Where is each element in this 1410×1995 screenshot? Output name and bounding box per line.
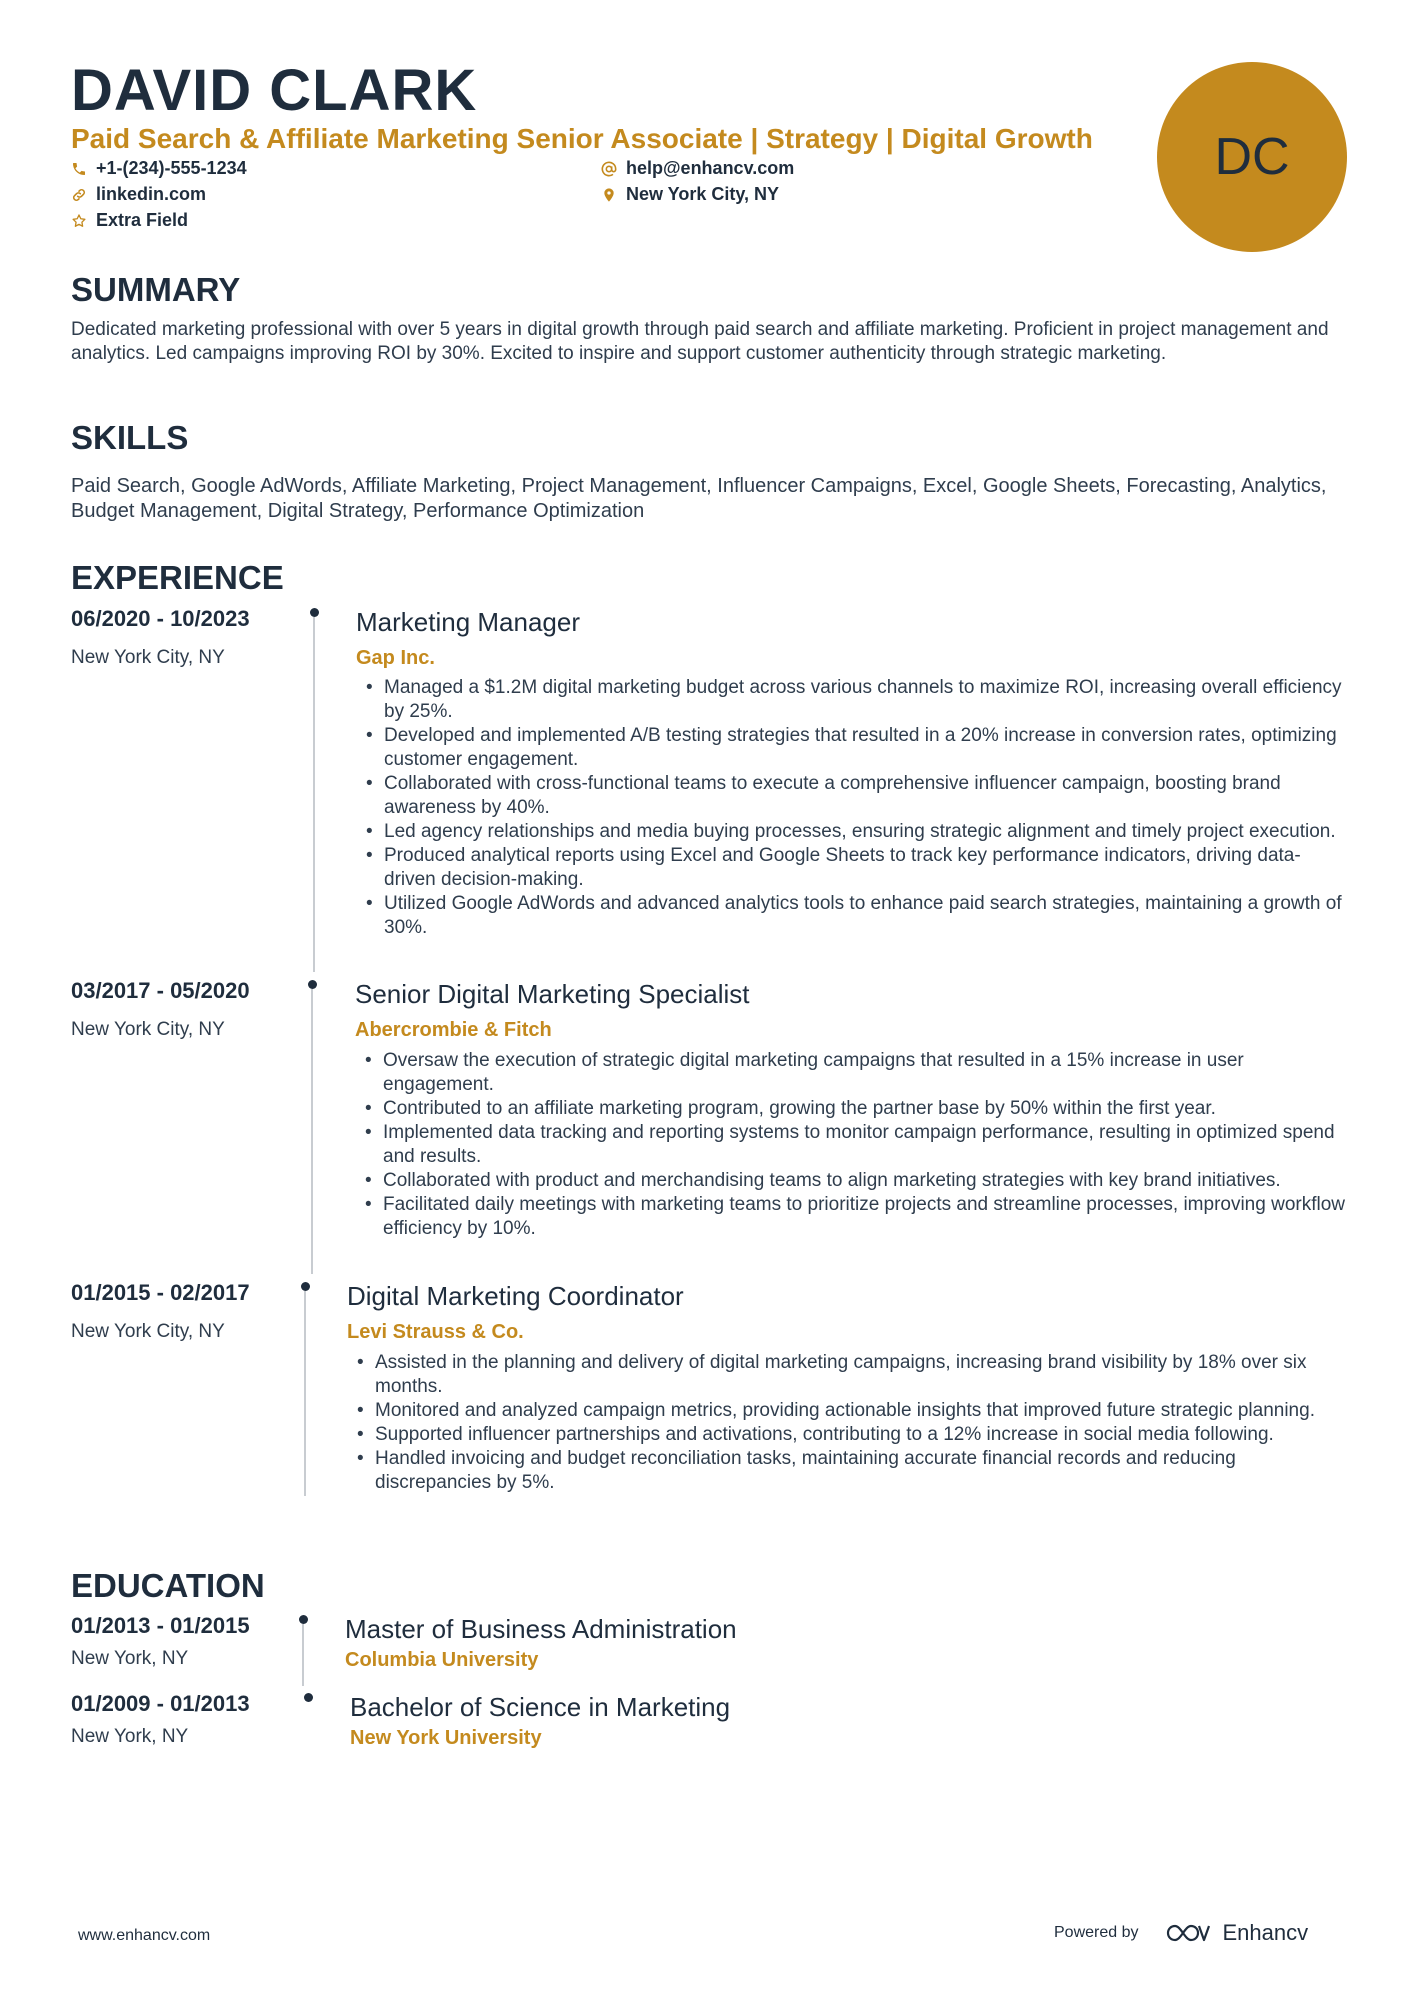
skills-text: Paid Search, Google AdWords, Affiliate Marketing, Project Management, Influencer Campaigns, Excel, Google Sheets, Forecasting, Analytics, Budget Management, Digital Strategy, Performance Optimization — [71, 475, 1327, 522]
phone-icon — [71, 161, 87, 177]
star-icon — [71, 213, 87, 229]
experience-company: Levi Strauss & Co. — [347, 1321, 524, 1343]
timeline-line — [304, 1291, 306, 1496]
candidate-name: DAVID CLARK — [71, 58, 478, 123]
experience-role: Senior Digital Marketing Specialist — [355, 979, 750, 1009]
experience-company: Gap Inc. — [356, 647, 435, 669]
experience-bullets — [353, 1351, 1338, 1495]
education-title: EDUCATION — [71, 1567, 265, 1604]
enhancv-brand[interactable] — [1165, 1920, 1309, 1946]
list-item: • Collaborated with cross-functional teams to execute a comprehensive influencer campaign, boosting brand awareness by 40%. — [362, 772, 1350, 820]
experience-location: New York City, NY — [71, 1019, 225, 1040]
experience-role: Digital Marketing Coordinator — [347, 1281, 684, 1311]
education-dates: 01/2013 - 01/2015 — [71, 1613, 250, 1638]
timeline-line — [313, 617, 315, 972]
experience-company: Abercrombie & Fitch — [355, 1019, 552, 1041]
list-item: • Handled invoicing and budget reconciliation tasks, maintaining accurate financial records and reducing discrepancies by 5%. — [353, 1447, 1338, 1495]
timeline-line — [302, 1624, 304, 1686]
experience-bullets — [361, 1049, 1349, 1241]
map-pin-icon — [601, 187, 617, 203]
timeline-dot — [310, 608, 319, 617]
experience-role: Marketing Manager — [356, 607, 580, 637]
list-item: • Managed a $1.2M digital marketing budget across various channels to maximize ROI, increasing overall efficiency by 25%. — [362, 676, 1350, 724]
experience-location: New York City, NY — [71, 1321, 225, 1342]
timeline-dot — [301, 1282, 310, 1291]
candidate-headline: Paid Search & Affiliate Marketing Senior Associate | Strategy | Digital Growth — [71, 123, 1093, 154]
list-item: • Supported influencer partnerships and activations, contributing to a 12% increase in social media following. — [353, 1423, 1338, 1447]
list-item: • Oversaw the execution of strategic digital marketing campaigns that resulted in a 15% increase in user engagement. — [361, 1049, 1349, 1097]
contact-phone-text: +1-(234)-555-1234 — [96, 158, 247, 178]
contact-phone[interactable] — [71, 158, 247, 179]
contact-email[interactable] — [601, 158, 794, 179]
contact-location-text: New York City, NY — [626, 184, 780, 204]
skills-title: SKILLS — [71, 419, 189, 456]
timeline-dot — [304, 1693, 313, 1702]
list-item: • Implemented data tracking and reporting systems to monitor campaign performance, resulting in optimized spend and results. — [361, 1121, 1349, 1169]
education-dates: 01/2009 - 01/2013 — [71, 1691, 250, 1716]
education-school: New York University — [350, 1727, 542, 1749]
experience-dates: 06/2020 - 10/2023 — [71, 606, 250, 631]
experience-location: New York City, NY — [71, 647, 225, 668]
summary-title: SUMMARY — [71, 271, 241, 308]
experience-dates: 03/2017 - 05/2020 — [71, 978, 250, 1003]
contact-email-text: help@enhancv.com — [626, 158, 795, 178]
list-item: • Contributed to an affiliate marketing program, growing the partner base by 50% within the first year. — [361, 1097, 1349, 1121]
education-degree: Master of Business Administration — [345, 1614, 737, 1644]
education-degree: Bachelor of Science in Marketing — [350, 1692, 731, 1722]
education-location: New York, NY — [71, 1726, 189, 1747]
experience-bullets — [362, 676, 1350, 940]
experience-dates: 01/2015 - 02/2017 — [71, 1280, 250, 1305]
experience-title: EXPERIENCE — [71, 559, 284, 596]
contact-location — [601, 184, 779, 205]
list-item: • Collaborated with product and merchandising teams to align marketing strategies with key brand initiatives. — [361, 1169, 1349, 1193]
contact-linkedin[interactable] — [71, 184, 206, 205]
footer-website[interactable]: www.enhancv.com — [78, 1927, 211, 1944]
footer-powered-by — [1054, 1920, 1308, 1946]
education-school: Columbia University — [345, 1649, 539, 1671]
timeline-line — [311, 989, 313, 1274]
summary-text: Dedicated marketing professional with over 5 years in digital growth through paid search and affiliate marketing. Proficient in project management and analytics. Led campaigns improving ROI by 30%. Excited to inspire and support customer authenticity through strategic marketing. — [71, 319, 1329, 364]
list-item: • Monitored and analyzed campaign metrics, providing actionable insights that improved future strategic planning. — [353, 1399, 1338, 1423]
list-item: • Developed and implemented A/B testing strategies that resulted in a 20% increase in conversion rates, optimizing customer engagement. — [362, 724, 1350, 772]
timeline-dot — [308, 980, 317, 989]
list-item: • Produced analytical reports using Excel and Google Sheets to track key performance indicators, driving data-driven decision-making. — [362, 844, 1350, 892]
powered-by-label: Powered by — [1054, 1924, 1139, 1941]
list-item: • Assisted in the planning and delivery of digital marketing campaigns, increasing brand visibility by 18% over six months. — [353, 1351, 1338, 1399]
enhancv-logo-icon — [1165, 1921, 1211, 1945]
list-item: • Utilized Google AdWords and advanced analytics tools to enhance paid search strategies, maintaining a growth of 30%. — [362, 892, 1350, 940]
enhancv-brand-text: Enhancv — [1222, 1920, 1309, 1945]
list-item: • Led agency relationships and media buying processes, ensuring strategic alignment and timely project execution. — [362, 820, 1350, 844]
avatar: DC — [1157, 62, 1347, 252]
link-icon — [71, 187, 87, 203]
list-item: • Facilitated daily meetings with marketing teams to prioritize projects and streamline processes, improving workflow efficiency by 10%. — [361, 1193, 1349, 1241]
at-sign-icon — [601, 161, 617, 177]
education-location: New York, NY — [71, 1648, 189, 1669]
contact-extra — [71, 210, 188, 231]
contact-linkedin-text: linkedin.com — [96, 184, 207, 204]
timeline-dot — [299, 1615, 308, 1624]
contact-extra-text: Extra Field — [96, 210, 189, 230]
